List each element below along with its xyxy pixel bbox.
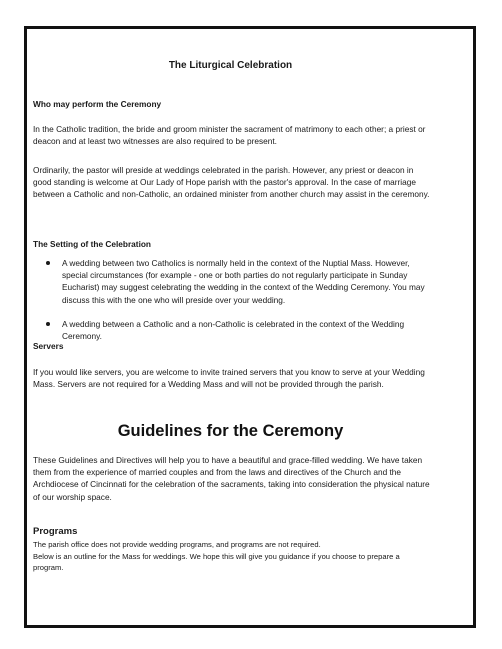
paragraph-ordinarily: Ordinarily, the pastor will preside at weddings celebrated in the parish. However, any priest or deacon in good standing is welcome at Our Lady of Hope parish with the pastor's approval. In the case of marriage between a Catholic and non-Catholic, an ordained minister from another church may assist in the ceremony. <box>33 165 430 200</box>
heading-servers: Servers <box>33 341 64 351</box>
list-item <box>33 318 431 342</box>
bullet-text: A wedding between two Catholics is normally held in the context of the Nuptial Mass. However, special circumstances (for example - one or both parties do not regularly participate in Sunday Eucharist) may suggest celebrating the wedding in the context of the Wedding Ceremony. You may discuss this with the one who will preside over your wedding. <box>62 258 425 305</box>
heading-who-may-perform: Who may perform the Ceremony <box>33 99 162 109</box>
bullet-icon <box>46 261 50 265</box>
bullet-icon <box>46 322 50 326</box>
list-item <box>33 257 431 306</box>
programs-line-1: The parish office does not provide wedding programs, and programs are not required. <box>33 540 321 549</box>
paragraph-servers: If you would like servers, you are welcome to invite trained servers that you know to serve at your Wedding Mass. Servers are not required for a Wedding Mass and will not be provided through the parish. <box>33 367 425 390</box>
setting-bullet-list <box>33 257 431 342</box>
section-title-guidelines: Guidelines for the Ceremony <box>117 422 344 440</box>
heading-programs: Programs <box>33 526 78 537</box>
heading-setting-of-celebration: The Setting of the Celebration <box>33 239 152 249</box>
paragraph-guidelines-intro: These Guidelines and Directives will help you to have a beautiful and grace-filled wedding. We have taken them from the experience of married couples and from the laws and directives of the Church and the Archdiocese of Cincinnati for the celebration of the sacraments, taking into consideration the physical nature of our worship space. <box>33 455 430 502</box>
paragraph-catholic-tradition: In the Catholic tradition, the bride and groom minister the sacrament of matrimony to each other; a priest or deacon and at least two witnesses are also required to be present. <box>33 124 426 147</box>
programs-line-2: Below is an outline for the Mass for weddings. We hope this will give you guidance if you choose to prepare a program. <box>33 552 400 572</box>
bullet-text: A wedding between a Catholic and a non-Catholic is celebrated in the context of the Wedding Ceremony. <box>62 318 405 342</box>
section-title-liturgical-celebration: The Liturgical Celebration <box>168 60 293 71</box>
